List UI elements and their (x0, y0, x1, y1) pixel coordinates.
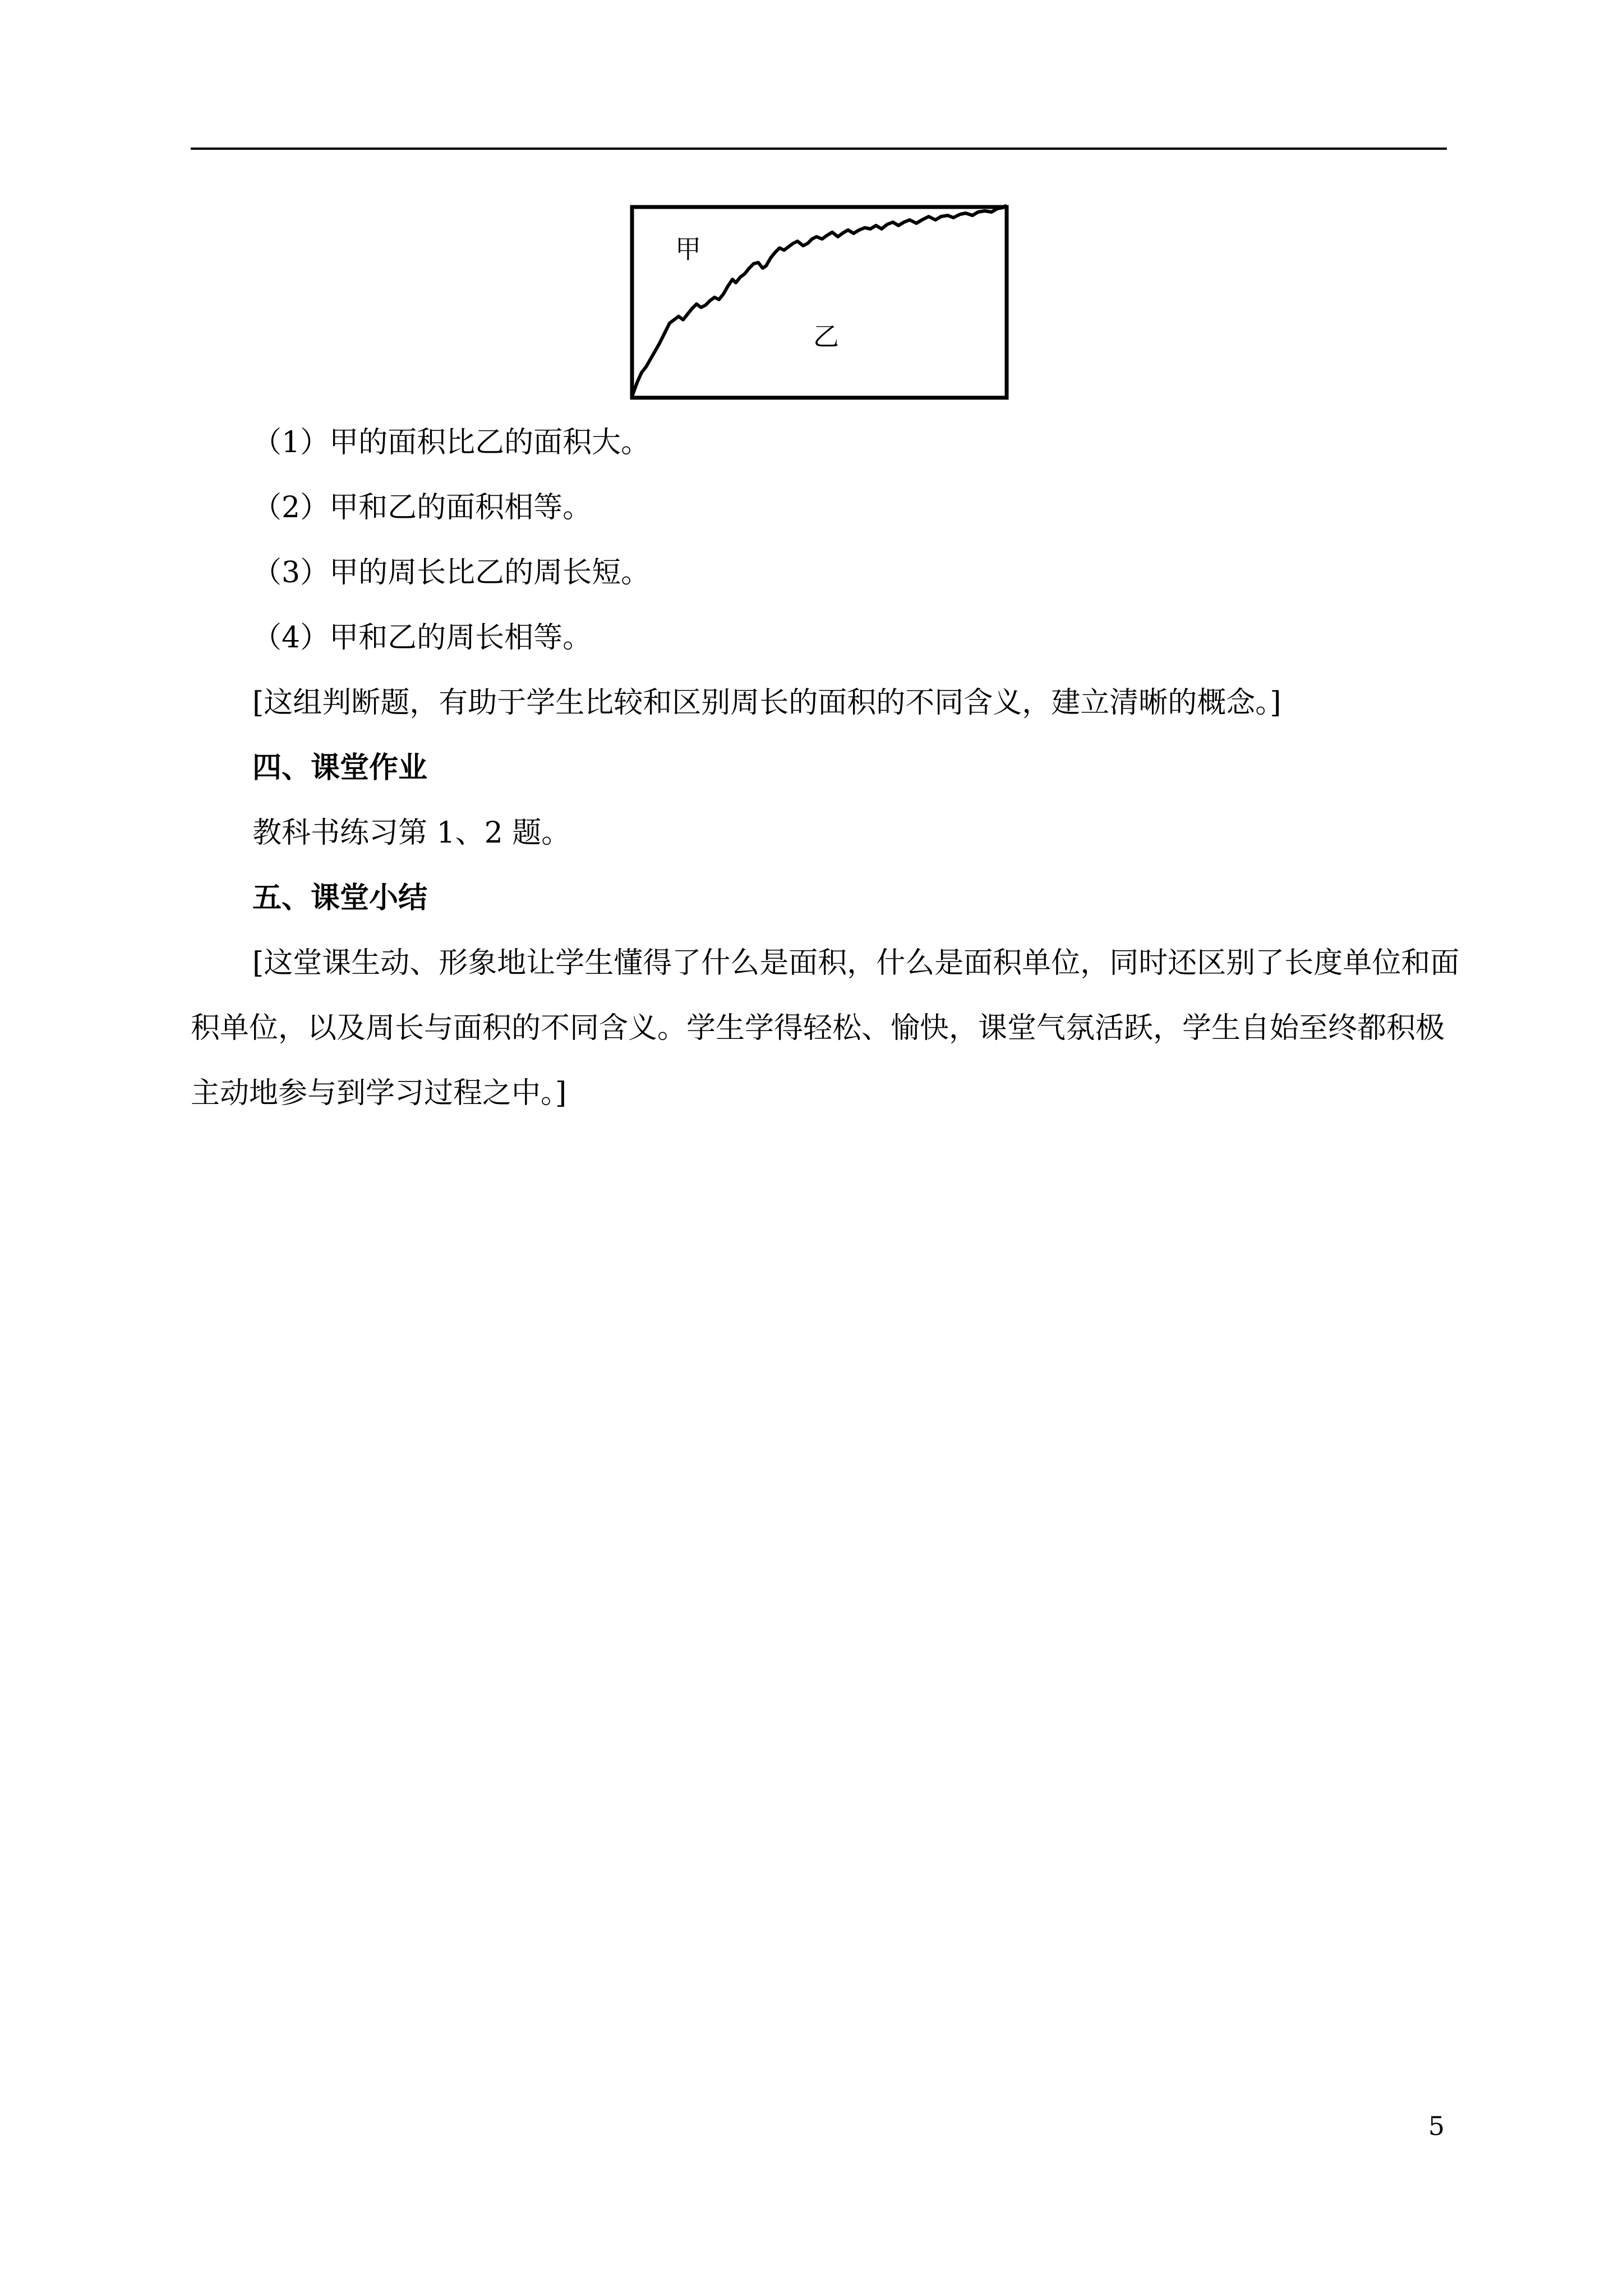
judgment-note: [这组判断题，有助于学生比较和区别周长的面积的不同含义，建立清晰的概念。] (252, 686, 1281, 720)
region-label-yi: 乙 (813, 321, 839, 352)
judgment-item-4: （4）甲和乙的周长相等。 (252, 621, 592, 655)
judgment-item-2: （2）甲和乙的面积相等。 (252, 491, 592, 524)
section-4-body: 教科书练习第 1、2 题。 (252, 816, 571, 850)
header-rule (191, 148, 1447, 150)
page-number: 5 (1428, 2111, 1445, 2141)
summary-line-1: [这堂课生动、形象地让学生懂得了什么是面积，什么是面积单位，同时还区别了长度单位和面 (252, 946, 1460, 980)
rectangle-figure (629, 204, 1009, 401)
summary-line-2: 积单位，以及周长与面积的不同含义。学生学得轻松、愉快，课堂气氛活跃，学生自始至终都积极 (191, 1011, 1445, 1045)
section-5-heading: 五、课堂小结 (252, 881, 428, 915)
section-4-heading: 四、课堂作业 (252, 751, 428, 785)
judgment-item-1: （1）甲的面积比乙的面积大。 (252, 426, 651, 459)
judgment-item-3: （3）甲的周长比乙的周长短。 (252, 556, 651, 590)
region-label-jia: 甲 (675, 234, 701, 264)
summary-line-3: 主动地参与到学习过程之中。] (191, 1076, 567, 1110)
